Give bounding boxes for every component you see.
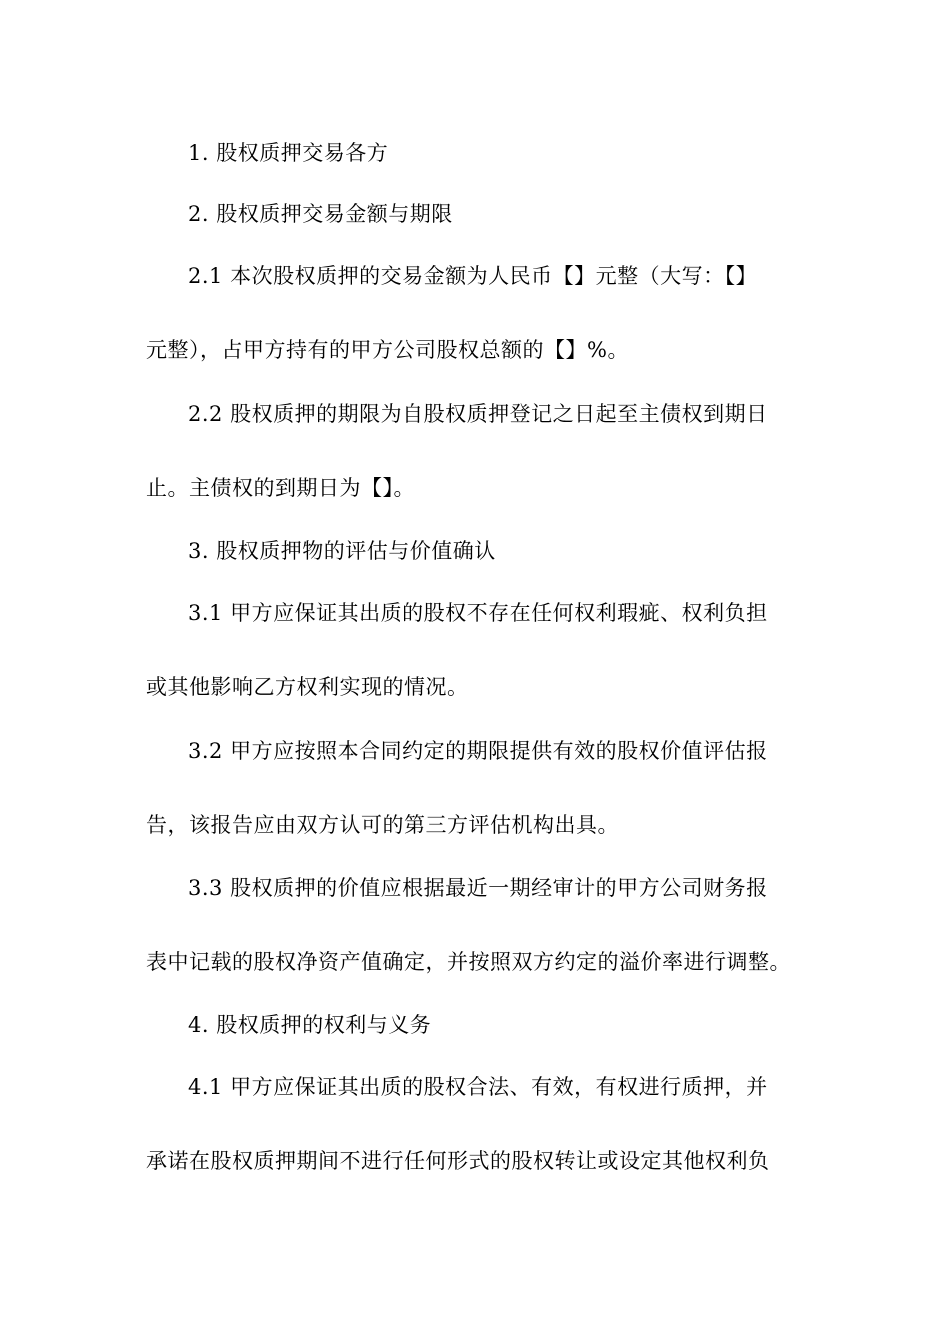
clause-3-2-line-2: 告，该报告应由双方认可的第三方评估机构出具。 [146,813,619,837]
clause-2-1-line-2: 元整），占甲方持有的甲方公司股权总额的【】%。 [146,338,629,362]
clause-3-1-line-1: 3.1 甲方应保证其出质的股权不存在任何权利瑕疵、权利负担 [188,601,768,625]
section-4-heading: 4. 股权质押的权利与义务 [188,1013,432,1037]
clause-2-2-line-2: 止。主债权的到期日为【】。 [146,476,415,500]
clause-3-2-line-1: 3.2 甲方应按照本合同约定的期限提供有效的股权价值评估报 [188,739,768,763]
clause-2-1-line-1: 2.1 本次股权质押的交易金额为人民币【】元整（大写：【】 [188,264,758,288]
clause-4-1-line-2: 承诺在股权质押期间不进行任何形式的股权转让或设定其他权利负 [146,1149,770,1173]
clause-3-3-line-2: 表中记载的股权净资产值确定，并按照双方约定的溢价率进行调整。 [146,950,791,974]
clause-3-3-line-1: 3.3 股权质押的价值应根据最近一期经审计的甲方公司财务报 [188,876,768,900]
clause-3-1-line-2: 或其他影响乙方权利实现的情况。 [146,675,469,699]
clause-2-2-line-1: 2.2 股权质押的期限为自股权质押登记之日起至主债权到期日 [188,402,768,426]
section-1-heading: 1. 股权质押交易各方 [188,141,389,165]
section-2-heading: 2. 股权质押交易金额与期限 [188,202,453,226]
section-3-heading: 3. 股权质押物的评估与价值确认 [188,539,496,563]
clause-4-1-line-1: 4.1 甲方应保证其出质的股权合法、有效，有权进行质押，并 [188,1075,768,1099]
